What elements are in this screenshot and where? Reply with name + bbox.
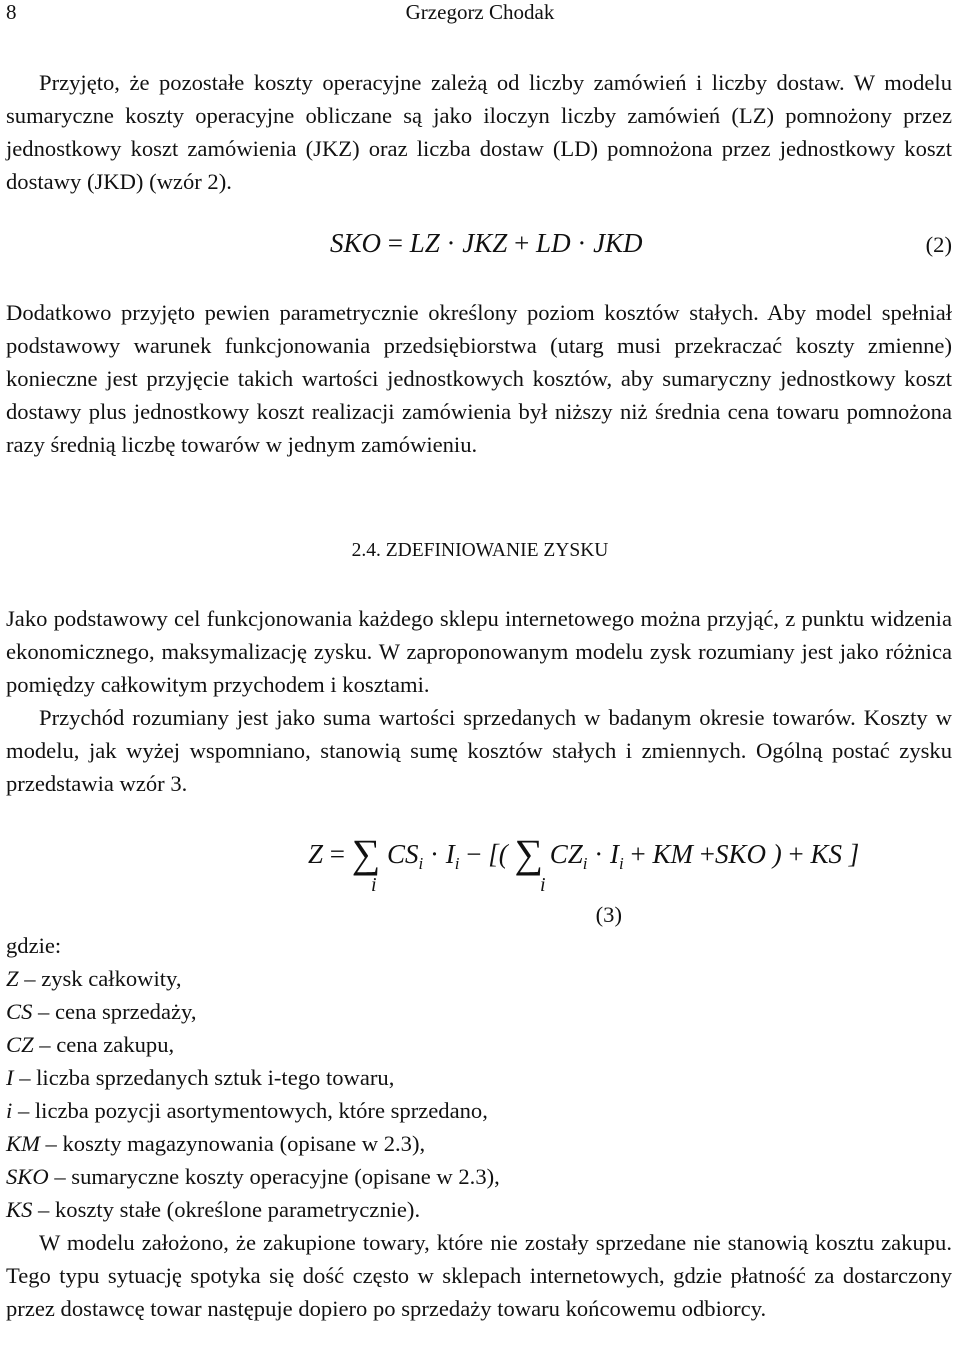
- def-dash: –: [45, 1131, 57, 1156]
- page-number: 8: [6, 0, 17, 24]
- def-symbol: SKO: [6, 1164, 49, 1189]
- def-dash: –: [38, 999, 50, 1024]
- def-text: zysk całkowity,: [41, 966, 182, 991]
- eq2-ld: LD: [536, 228, 571, 258]
- paragraph-text: Przychód rozumiany jest jako suma wartości sprzedanych w badanym okresie towarów. Koszty w modelu, jak wyżej wspomniano, stanowią sumę kosztów stałych i zmiennych. Ogólną postać zysku przedstawia wzór 3.: [6, 705, 952, 796]
- definition-item: [6, 1193, 420, 1226]
- paragraph-revenue: [6, 701, 952, 800]
- def-dash: –: [54, 1164, 66, 1189]
- eq3-I: I: [445, 839, 455, 869]
- eq3-sum-symbol-1: ∑: [351, 831, 381, 876]
- def-text: liczba sprzedanych sztuk i-tego towaru,: [36, 1065, 395, 1090]
- def-text: sumaryczne koszty operacyjne (opisane w 2.3),: [71, 1164, 500, 1189]
- definition-item: [6, 1061, 394, 1094]
- eq3-plus-2: +: [699, 839, 715, 869]
- def-symbol: i: [6, 1098, 13, 1123]
- def-symbol: KS: [6, 1197, 33, 1222]
- eq3-I-index-2: i: [619, 854, 624, 873]
- eq3-cs-index: i: [418, 854, 424, 873]
- equation-3-number: (3): [595, 902, 622, 927]
- running-header-author: Grzegorz Chodak: [405, 0, 555, 24]
- eq2-lhs: SKO: [330, 228, 382, 258]
- eq3-cs: CS: [387, 839, 419, 869]
- eq3-sko: SKO: [714, 839, 766, 869]
- eq3-sum-symbol-2: ∑: [514, 831, 544, 876]
- def-symbol: I: [6, 1065, 14, 1090]
- definition-item: [6, 962, 182, 995]
- definitions-intro: gdzie:: [6, 933, 62, 958]
- def-text: cena sprzedaży,: [54, 999, 197, 1024]
- eq3-I-index: i: [454, 854, 460, 873]
- eq3-km: KM: [652, 839, 693, 869]
- eq3-plus: +: [630, 839, 646, 869]
- eq3-dot: ·: [430, 839, 440, 869]
- eq3-cz: CZ: [549, 839, 583, 869]
- eq3-cz-index: i: [582, 854, 588, 873]
- paragraph-purchase-assumption: [6, 1226, 952, 1325]
- definition-item: [6, 1160, 500, 1193]
- eq3-sum-index-2: i: [540, 874, 546, 896]
- section-title: 2.4. ZDEFINIOWANIE ZYSKU: [351, 540, 609, 561]
- def-dash: –: [39, 1032, 51, 1057]
- def-dash: –: [19, 1065, 31, 1090]
- def-text: cena zakupu,: [56, 1032, 175, 1057]
- eq3-close-paren: ): [772, 839, 782, 869]
- equation-3-body: [308, 830, 859, 874]
- eq3-dot-2: ·: [594, 839, 604, 869]
- eq2-equals: =: [387, 228, 403, 258]
- equation-2-number: (2): [925, 232, 952, 257]
- eq2-dot-2: ·: [577, 228, 587, 258]
- def-text: koszty stałe (określone parametrycznie).: [54, 1197, 421, 1222]
- definition-item: [6, 995, 197, 1028]
- def-dash: –: [38, 1197, 50, 1222]
- eq2-jkd: JKD: [593, 228, 643, 258]
- eq3-minus: −: [466, 839, 482, 869]
- eq3-open: [(: [488, 839, 508, 869]
- definition-item: [6, 1028, 174, 1061]
- def-dash: –: [17, 1098, 30, 1123]
- def-text: liczba pozycji asortymentowych, które sprzedano,: [34, 1098, 488, 1123]
- definition-item: [6, 1127, 425, 1160]
- def-symbol: Z: [6, 966, 19, 991]
- def-symbol: CZ: [6, 1032, 34, 1057]
- eq3-plus-3: +: [788, 839, 804, 869]
- def-text: koszty magazynowania (opisane w 2.3),: [62, 1131, 426, 1156]
- paragraph-text: W modelu założono, że zakupione towary, które nie zostały sprzedane nie stanowią kosztu zakupu. Tego typu sytuację spotyka się dość często w sklepach internetowych, gdzie płatność za dostarczony przez dostawcę towar następuje dopiero po sprzedaży towaru końcowemu odbiorcy.: [6, 1230, 952, 1321]
- eq3-close-bracket: ]: [848, 839, 860, 869]
- eq3-I-2: I: [610, 839, 620, 869]
- paragraph-text: Przyjęto, że pozostałe koszty operacyjne zależą od liczby zamówień i liczby dostaw. W modelu sumaryczne koszty operacyjne obliczane są jako iloczyn liczby zamówień (LZ) pomnożony przez jednostkowy koszt zamówienia (JKZ) oraz liczba dostaw (LD) pomnożona przez jednostkowy koszt dostawy (JKD) (wzór 2).: [6, 70, 952, 194]
- def-symbol: KM: [6, 1131, 40, 1156]
- paragraph-operating-costs: [6, 66, 952, 198]
- paragraph-fixed-costs: Dodatkowo przyjęto pewien parametrycznie określony poziom kosztów stałych. Aby model spełniał podstawowy warunek funkcjonowania przedsiębiorstwa (utarg musi przekraczać koszty zmienne) konieczne jest przyjęcie takich wartości jednostkowych kosztów, aby sumaryczny jednostkowy koszt dostawy plus jednostkowy koszt realizacji zamówienia był niższy niż średnia cena towaru pomnożona razy średnią liczbę towarów w jednym zamówieniu.: [6, 300, 952, 457]
- eq3-lhs: Z: [308, 839, 324, 869]
- equation-2-body: [330, 228, 643, 259]
- eq3-sum-index-1: i: [371, 874, 377, 896]
- definition-item: [6, 1094, 488, 1127]
- equation-3: [6, 830, 952, 926]
- def-dash: –: [24, 966, 36, 991]
- eq2-lz: LZ: [409, 228, 440, 258]
- eq2-dot: ·: [446, 228, 456, 258]
- eq2-jkz: JKZ: [462, 228, 508, 258]
- eq2-plus: +: [514, 228, 530, 258]
- paragraph-profit-goal: Jako podstawowy cel funkcjonowania każdego sklepu internetowego można przyjąć, z punktu widzenia ekonomicznego, maksymalizację zysku. W zaproponowanym modelu zysk rozumiany jest jako różnica pomiędzy całkowitym przychodem i kosztami.: [6, 606, 952, 697]
- eq3-ks: KS: [810, 839, 842, 869]
- def-symbol: CS: [6, 999, 33, 1024]
- eq3-equals: =: [329, 839, 346, 869]
- equation-2: [6, 228, 952, 268]
